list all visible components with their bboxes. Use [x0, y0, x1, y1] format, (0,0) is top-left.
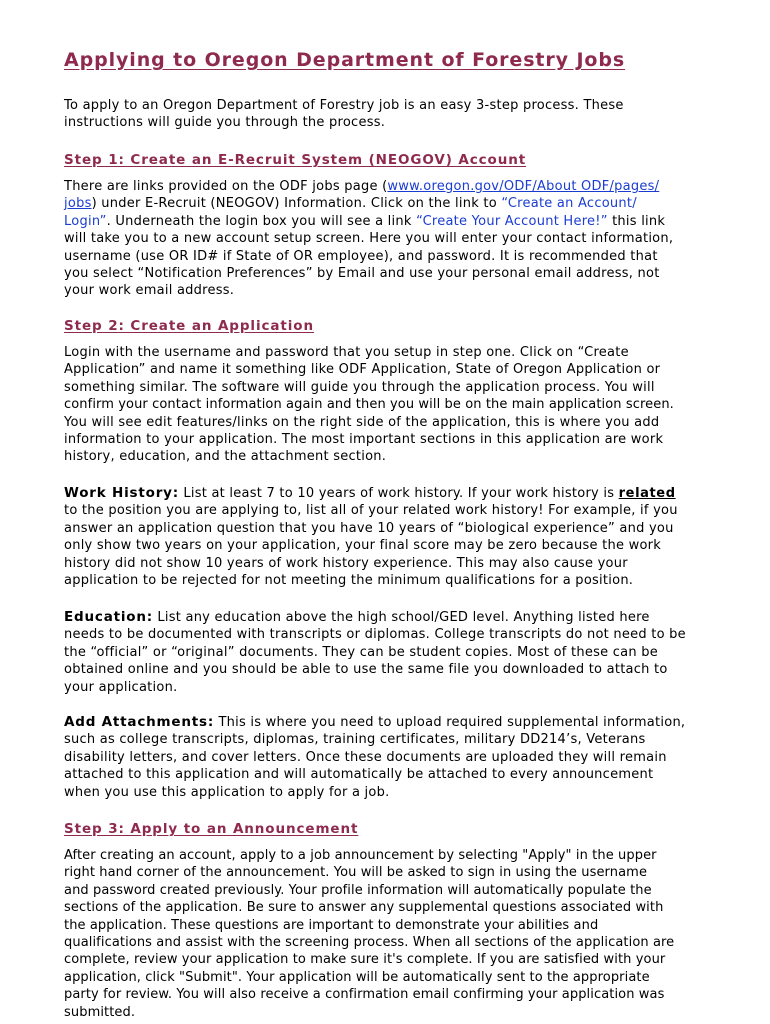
work-history-text: List at least 7 to 10 years of work history. If your work history is [178, 486, 619, 501]
step2-line: You will see edit features/links on the right side of the application, this is where you add [64, 414, 660, 430]
step2-line: confirm your contact information again and then you will be on the main application screen. [64, 397, 674, 413]
step1-text: . Underneath the login box you will see a link [106, 213, 417, 229]
step1-line-1 [64, 178, 714, 195]
step2-line: Application” and name it something like ODF Application, State of Oregon Application or [64, 362, 661, 378]
attachments-text: This is where you need to upload required supplemental information, [214, 715, 686, 730]
step3-line: sections of the application. Be sure to answer any supplemental questions associated with [64, 900, 664, 916]
step1-text: ) under E-Recruit (NEOGOV) Information. Click on the link to [91, 196, 502, 212]
step3-line: application, click "Submit". Your application will be automatically sent to the appropriate [64, 969, 650, 985]
step3-line: complete, review your application to make sure it's complete. If you are satisfied with your [64, 952, 666, 968]
attachments-term: Add Attachments: [64, 714, 215, 730]
step1-text: this link [607, 213, 666, 229]
step3-line: After creating an account, apply to a job announcement by selecting "Apply" in the upper [64, 848, 657, 863]
education-paragraph [64, 609, 714, 696]
step2-paragraph [64, 344, 714, 466]
step3-heading: Step 3: Apply to an Announcement [64, 821, 359, 837]
attachments-line: such as college transcripts, diplomas, training certificates, military DD214’s, Veterans [64, 732, 646, 748]
step1-line-3 [64, 213, 714, 230]
education-line: the “official” or “original” documents. They can be student copies. Most of these can be [64, 644, 658, 660]
step1-line: will take you to a new account setup screen. Here you will enter your contact information, [64, 231, 674, 247]
step3-line: right hand corner of the announcement. You will be asked to sign in using the username [64, 865, 648, 881]
step2-heading: Step 2: Create an Application [64, 318, 314, 334]
attachments-line: disability letters, and cover letters. Once these documents are uploaded they will remain [64, 749, 667, 765]
education-text: List any education above the high school/GED level. Anything listed here [152, 610, 650, 625]
work-history-term: Work History: [64, 485, 179, 501]
step1-heading: Step 1: Create an E-Recruit System (NEOGOV) Account [64, 152, 527, 168]
step3-line: qualifications and assist with the screening process. When all sections of the application are [64, 935, 675, 951]
step1-text: There are links provided on the ODF jobs page ( [64, 179, 388, 194]
step2-line: information to your application. The most important sections in this application are work [64, 432, 664, 448]
work-history-line: only show two years on your application, your final score may be zero because the work [64, 538, 662, 554]
intro-paragraph [64, 97, 714, 132]
step3-line: party for review. You will also receive a confirmation email confirming your application was [64, 987, 665, 1003]
step3-line: the application. These questions are important to demonstrate your abilities and [64, 917, 599, 933]
attachments-line-1 [64, 714, 714, 731]
intro-line: To apply to an Oregon Department of Forestry job is an easy 3-step process. These [64, 98, 624, 113]
attachments-line: when you use this application to apply for a job. [64, 784, 390, 800]
education-line: obtained online and you should be able to use the same file you downloaded to attach to [64, 662, 668, 678]
education-line: needs to be documented with transcripts or diplomas. College transcripts do not need to be [64, 627, 686, 643]
education-term: Education: [64, 609, 153, 625]
page-title: Applying to Oregon Department of Forestry Jobs [64, 49, 626, 71]
step2-line: something similar. The software will guide you through the application process. You will [64, 379, 655, 395]
work-history-line: history did not show 10 years of work history experience. This may also cause your [64, 555, 628, 571]
step2-line: history, education, and the attachment section. [64, 449, 387, 465]
step3-line: and password created previously. Your profile information will automatically populate the [64, 882, 652, 898]
odf-jobs-page-link-continued[interactable]: jobs [64, 196, 92, 212]
step3-paragraph [64, 847, 714, 1021]
work-history-line: to the position you are applying to, list all of your related work history! For example, if you [64, 503, 678, 519]
attachments-line: attached to this application and will automatically be attached to every announcement [64, 767, 654, 783]
intro-line: instructions will guide you through the process. [64, 115, 386, 131]
step1-line: you select “Notification Preferences” by Email and use your personal email address, not [64, 266, 660, 282]
odf-jobs-page-link[interactable]: www.oregon.gov/ODF/About ODF/pages/ [387, 179, 660, 194]
education-line-1 [64, 609, 714, 626]
create-your-account-here-text: “Create Your Account Here!” [416, 213, 608, 229]
attachments-paragraph [64, 714, 714, 801]
step2-line: Login with the username and password that you setup in step one. Click on “Create [64, 345, 629, 360]
education-line: your application. [64, 679, 178, 695]
work-history-line: application to be rejected for not meeting the minimum qualifications for a position. [64, 573, 634, 589]
step1-line: your work email address. [64, 283, 235, 299]
work-history-line: answer an application question that you have 10 years of “biological experience” and you [64, 520, 674, 536]
step3-line: submitted. [64, 1004, 136, 1020]
step1-line-2 [64, 195, 714, 212]
work-history-line-1 [64, 485, 714, 502]
create-account-login-text-continued: Login” [64, 213, 107, 229]
step1-line: username (use OR ID# if State of OR employee), and password. It is recommended that [64, 248, 658, 264]
create-account-login-text: “Create an Account/ [501, 196, 637, 212]
related-emphasis: related [618, 486, 676, 501]
work-history-paragraph [64, 485, 714, 589]
step1-paragraph [64, 178, 714, 300]
